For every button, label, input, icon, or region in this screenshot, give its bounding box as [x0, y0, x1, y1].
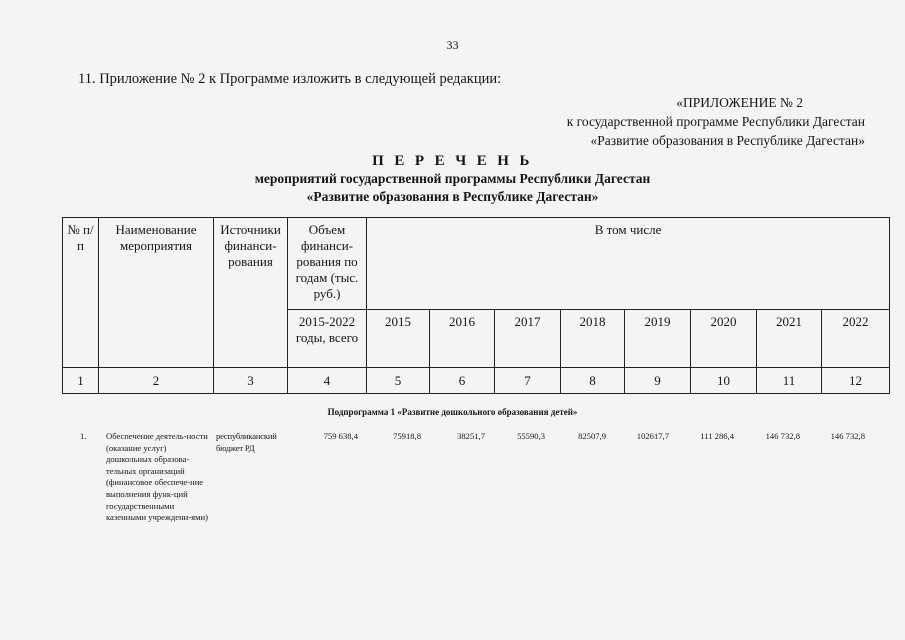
header-year: 2022 [822, 310, 890, 368]
column-number: 3 [214, 368, 288, 394]
subprogram-title: Подпрограмма 1 «Развитие дошкольного образования детей» [327, 407, 578, 417]
appendix-line-2: к государственной программе Республики Дагестан [566, 114, 865, 129]
row-value-2017: 55590,3 [517, 431, 545, 441]
row-value-2021: 146 732,8 [765, 431, 800, 441]
title-sub-2: «Развитие образования в Республике Дагестан» [306, 189, 599, 204]
row-number: 1. [80, 431, 87, 441]
row-value-2019: 102617,7 [636, 431, 669, 441]
page-number: 33 [446, 38, 459, 52]
column-number: 9 [625, 368, 691, 394]
row-total: 759 638,4 [323, 431, 358, 441]
row-value-2018: 82507,9 [578, 431, 606, 441]
appendix-line-3: «Развитие образования в Республике Дагестан» [590, 133, 865, 148]
document-title [0, 153, 905, 206]
measures-table [62, 217, 890, 394]
header-source: Источники финанси-рования [214, 218, 288, 368]
row-source: республиканский бюджет РД [216, 431, 277, 453]
column-number: 10 [691, 368, 757, 394]
appendix-header [567, 93, 865, 150]
header-year: 2017 [495, 310, 561, 368]
row-value-2015: 75918,8 [393, 431, 421, 441]
header-volume: Объем финанси-рования по годам (тыс. руб.) [288, 218, 367, 310]
column-number: 12 [822, 368, 890, 394]
column-number: 4 [288, 368, 367, 394]
title-main: П Е Р Е Ч Е Н Ь [372, 153, 533, 169]
intro-text: 11. Приложение № 2 к Программе изложить в следующей редакции: [78, 71, 502, 87]
column-number: 5 [367, 368, 430, 394]
column-number: 6 [430, 368, 495, 394]
column-number: 7 [495, 368, 561, 394]
header-year: 2020 [691, 310, 757, 368]
header-year: 2019 [625, 310, 691, 368]
header-num: № п/п [63, 218, 99, 368]
column-number: 2 [99, 368, 214, 394]
header-year: 2016 [430, 310, 495, 368]
title-sub-1: мероприятий государственной программы Республики Дагестан [254, 171, 651, 186]
row-value-2016: 38251,7 [457, 431, 485, 441]
header-including: В том числе [367, 218, 890, 310]
header-year: 2021 [757, 310, 822, 368]
row-value-2022: 146 732,8 [830, 431, 865, 441]
column-number: 8 [561, 368, 625, 394]
column-number: 1 [63, 368, 99, 394]
header-year: 2018 [561, 310, 625, 368]
column-number: 11 [757, 368, 822, 394]
row-value-2020: 111 286,4 [700, 431, 734, 441]
header-total: 2015-2022 годы, всего [288, 310, 367, 368]
row-name: Обеспечение деятель-ности (оказание услуг) дошкольных образова-тельных организаций (финансовое обеспече-ние выполнения функ-ций государственными казенными учреждени-ями) [106, 431, 208, 523]
header-name: Наименование мероприятия [99, 218, 214, 368]
appendix-line-1: «ПРИЛОЖЕНИЕ № 2 [676, 95, 803, 110]
header-year: 2015 [367, 310, 430, 368]
